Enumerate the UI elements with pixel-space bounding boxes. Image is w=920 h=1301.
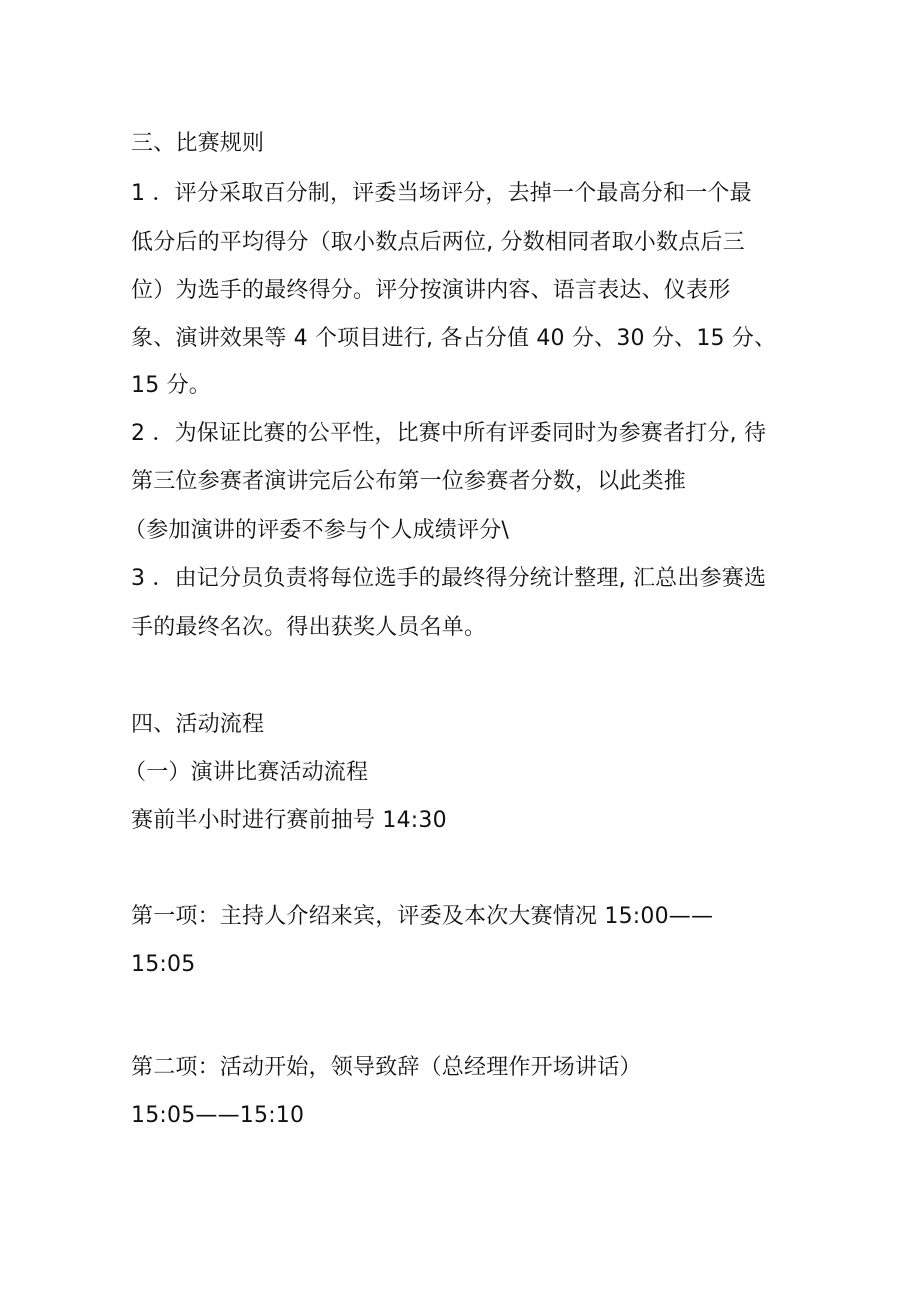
rule-1-line-5: 15 分。 <box>131 373 211 398</box>
section-4-heading: 四、活动流程 <box>131 712 265 737</box>
rule-3-line-1: 3 ．由记分员负责将每位选手的最终得分统计整理, 汇总出参赛选 <box>131 566 767 591</box>
rule-2-line-1: 2 ．为保证比赛的公平性，比赛中所有评委同时为参赛者打分, 待 <box>131 421 767 446</box>
rule-1-line-3: 位）为选手的最终得分。评分按演讲内容、语言表达、仪表形 <box>131 278 731 303</box>
rule-2-line-2: 第三位参赛者演讲完后公布第一位参赛者分数，以此类推 <box>131 469 687 494</box>
step-2-line-1: 第二项：活动开始，领导致辞（总经理作开场讲话） <box>131 1055 642 1080</box>
rule-1-line-1: 1 ．评分采取百分制，评委当场评分，去掉一个最高分和一个最 <box>131 181 752 206</box>
rule-1-line-4: 象、演讲效果等 4 个项目进行, 各占分值 40 分、30 分、15 分、 <box>131 326 777 351</box>
step-2-line-2: 15:05——15:10 <box>131 1103 305 1128</box>
rule-2-line-3: （参加演讲的评委不参与个人成绩评分\ <box>124 518 510 543</box>
section-3-heading: 三、比赛规则 <box>131 131 265 156</box>
rule-3-line-2: 手的最终名次。得出获奖人员名单。 <box>131 615 487 640</box>
step-1-line-2: 15:05 <box>131 952 196 977</box>
section-4-subheading: （一）演讲比赛活动流程 <box>124 760 369 785</box>
rule-1-line-2: 低分后的平均得分（取小数点后两位, 分数相同者取小数点后三 <box>131 230 745 255</box>
pre-draw-line: 赛前半小时进行赛前抽号 14:30 <box>131 808 447 833</box>
step-1-line-1: 第一项：主持人介绍来宾，评委及本次大赛情况 15:00—— <box>131 904 714 929</box>
